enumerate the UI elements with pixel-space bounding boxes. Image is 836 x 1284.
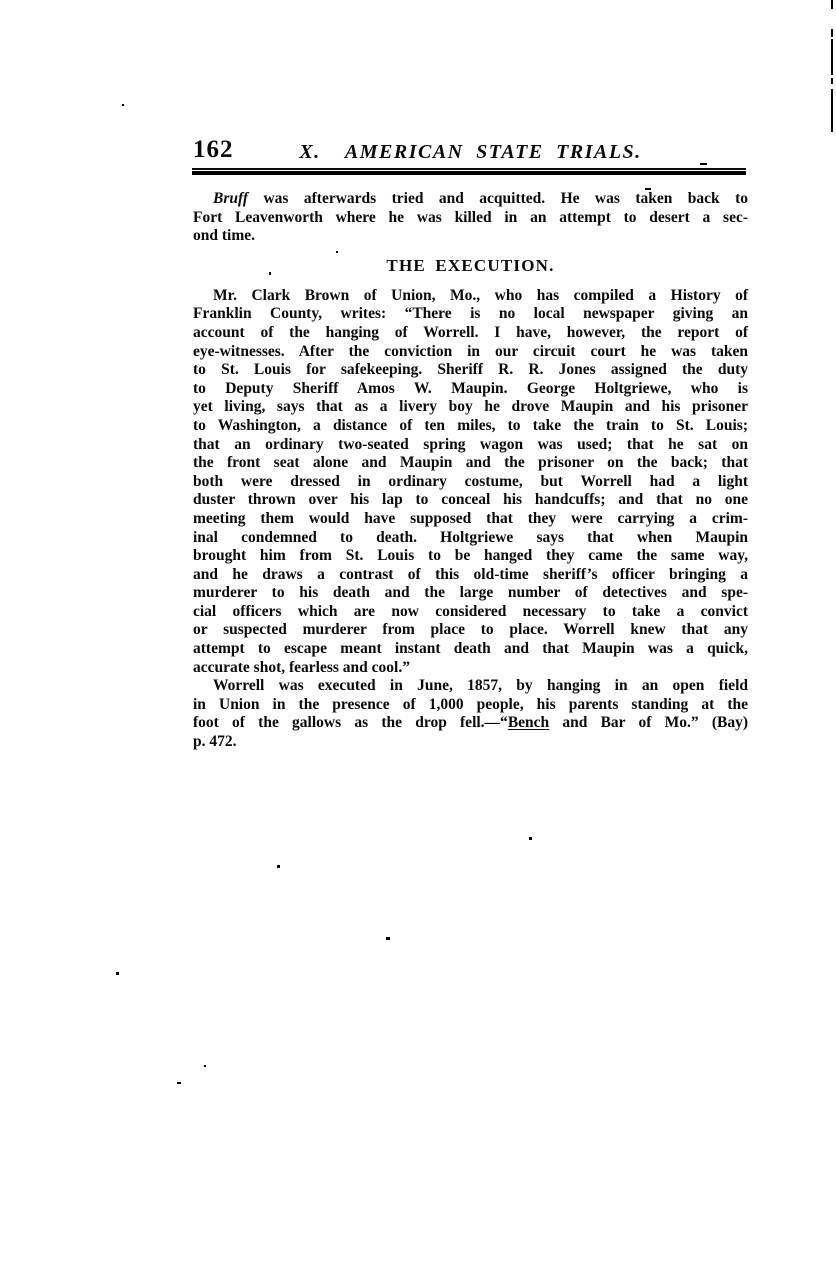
header-rule [192, 168, 746, 176]
scan-artifact [177, 1082, 181, 1084]
text-line: yet living, says that as a livery boy he drove Maupin and his prisoner [193, 398, 748, 416]
scan-artifact [831, 78, 833, 84]
text-column [193, 190, 748, 752]
scan-artifact [269, 272, 271, 275]
text-line: both were dressed in ordinary costume, but Worrell had a light [193, 472, 748, 490]
text-line: the front seat alone and Maupin and the prisoner on the back; that [193, 454, 748, 472]
text-line: Mr. Clark Brown of Union, Mo., who has compiled a History of [213, 286, 748, 304]
text-line: murderer to his death and the large number of detectives and spe- [193, 584, 748, 602]
paragraph-execution-account [193, 287, 748, 677]
scan-artifact [831, 0, 833, 9]
scan-artifact [831, 39, 833, 75]
text-line: that an ordinary two-seated spring wagon was used; that he sat on [193, 435, 748, 453]
scan-artifact [386, 937, 390, 940]
text-line: Franklin County, writes: “There is no local newspaper giving an [193, 305, 748, 323]
text-line: meeting them would have supposed that they were carrying a crim- [193, 509, 748, 527]
text-line: account of the hanging of Worrell. I have, however, the report of [193, 323, 748, 341]
header-rule-thin-line [192, 168, 746, 170]
scan-artifact [645, 188, 651, 190]
text-line: inal condemned to death. Holtgriewe says that when Maupin [193, 528, 748, 546]
scan-artifact [122, 104, 124, 106]
text-line: ond time. [193, 227, 255, 245]
scan-artifact [277, 865, 280, 868]
text-line: and he draws a contrast of this old-time sheriff’s officer bringing a [193, 565, 748, 583]
text-line: Fort Leavenworth where he was killed in an attempt to desert a sec- [193, 208, 748, 226]
scan-artifact [700, 163, 707, 165]
text-line: foot of the gallows as the drop fell.—“Bench and Bar of Mo.” (Bay) [193, 714, 748, 732]
section-heading: THE EXECUTION. [386, 255, 555, 275]
text-line: cial officers which are now considered necessary to take a convict [193, 602, 748, 620]
text-line: to Washington, a distance of ten miles, to take the train to St. Louis; [193, 416, 748, 434]
text-line: to Deputy Sheriff Amos W. Maupin. George Holtgriewe, who is [193, 379, 748, 397]
running-header [193, 138, 748, 164]
scan-artifact [116, 972, 119, 975]
scan-artifact [529, 837, 532, 840]
text-line: brought him from St. Louis to be hanged they came the same way, [193, 547, 748, 565]
header-rule-thick-line [192, 171, 746, 175]
text-line: Bruff was afterwards tried and acquitted. He was taken back to [213, 190, 748, 207]
text-line: p. 472. [193, 733, 237, 751]
text-line: Worrell was executed in June, 1857, by hanging in an open field [213, 677, 748, 695]
scan-artifact [831, 89, 833, 132]
text-line: duster thrown over his lap to conceal his handcuffs; and that no one [193, 491, 748, 509]
text-line: accurate shot, fearless and cool.” [193, 658, 410, 676]
paragraph-bruff [193, 190, 748, 246]
paragraph-execution-summary [193, 677, 748, 751]
scan-artifact [204, 1065, 206, 1067]
text-line: in Union in the presence of 1,000 people, his parents standing at the [193, 695, 748, 713]
page-number: 162 [193, 136, 234, 163]
text-line: attempt to escape meant instant death and that Maupin was a quick, [193, 640, 748, 658]
text-line: to St. Louis for safekeeping. Sheriff R. R. Jones assigned the duty [193, 361, 748, 379]
running-header-title: X. AMERICAN STATE TRIALS. [299, 141, 642, 163]
text-line: or suspected murderer from place to place. Worrell knew that any [193, 621, 748, 639]
scan-artifact [831, 29, 833, 37]
scan-artifact [336, 251, 338, 253]
text-line: eye-witnesses. After the conviction in our circuit court he was taken [193, 342, 748, 360]
